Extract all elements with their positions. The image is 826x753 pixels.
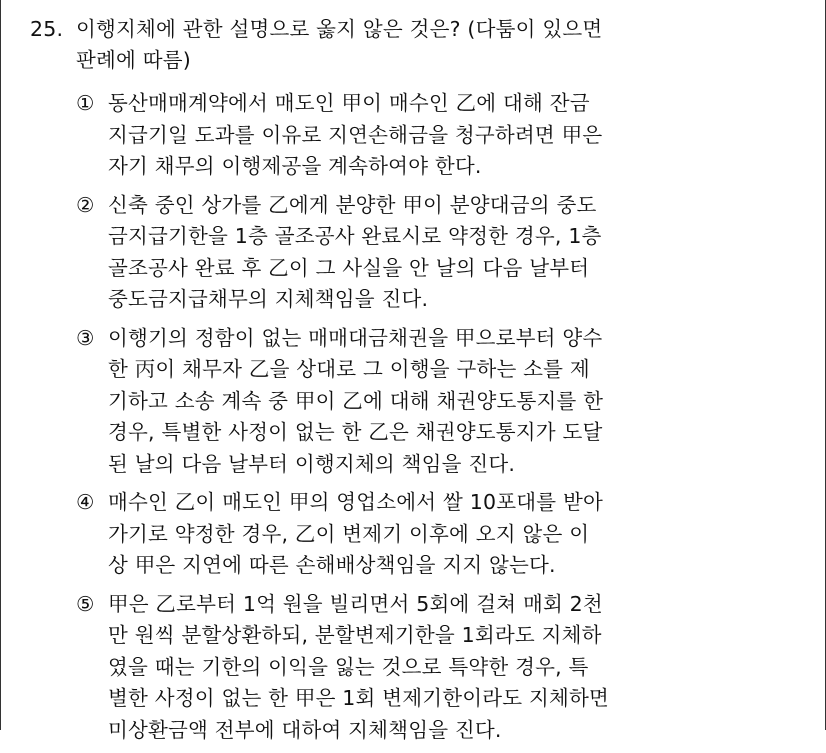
option-line: 甲은 乙로부터 1억 원을 빌리면서 5회에 걸쳐 매회 2천 xyxy=(108,591,603,616)
question-stem-line: 판례에 따름) xyxy=(76,48,191,72)
option-line: 지급기일 도과를 이유로 지연손해금을 청구하려면 甲은 xyxy=(108,122,603,147)
option-line: 경우, 특별한 사정이 없는 한 乙은 채권양도통지가 도달 xyxy=(108,420,603,444)
option-line: 매수인 乙이 매도인 甲의 영업소에서 쌀 10포대를 받아 xyxy=(108,490,603,514)
option-marker: ④ xyxy=(76,490,95,514)
option-marker: ② xyxy=(76,192,95,217)
option-line: 동산매매계약에서 매도인 甲이 매수인 乙에 대해 잔금 xyxy=(108,91,590,115)
answer-option-1[interactable] xyxy=(76,88,800,183)
option-line: 상 甲은 지연에 따른 손해배상책임을 지지 않는다. xyxy=(108,553,556,577)
option-text xyxy=(108,88,800,183)
option-line: 신축 중인 상가를 乙에게 분양한 甲이 분양대금의 중도 xyxy=(108,192,597,217)
answer-options xyxy=(30,88,800,746)
question-stem xyxy=(76,14,800,76)
option-line: 골조공사 완료 후 乙이 그 사실을 안 날의 다음 날부터 xyxy=(108,255,590,280)
option-line: 이행기의 정함이 없는 매매대금채권을 甲으로부터 양수 xyxy=(108,325,603,350)
option-line: 미상환금액 전부에 대하여 지체책임을 진다. xyxy=(108,717,502,742)
question-stem-line: 이행지체에 관한 설명으로 옳지 않은 것은? (다툼이 있으면 xyxy=(76,17,603,41)
option-text xyxy=(108,190,800,316)
question-block xyxy=(30,14,800,753)
option-line: 만 원씩 분할상환하되, 분할변제기한을 1회라도 지체하 xyxy=(108,623,602,647)
option-text xyxy=(108,487,800,582)
answer-option-5[interactable] xyxy=(76,589,800,747)
option-text xyxy=(108,323,800,481)
option-line: 자기 채무의 이행제공을 계속하여야 한다. xyxy=(108,154,482,178)
answer-option-2[interactable] xyxy=(76,190,800,316)
option-line: 한 丙이 채무자 乙을 상대로 그 이행을 구하는 소를 제 xyxy=(108,357,590,381)
option-line: 기하고 소송 계속 중 甲이 乙에 대해 채권양도통지를 한 xyxy=(108,388,604,413)
option-line: 였을 때는 기한의 이익을 잃는 것으로 특약한 경우, 특 xyxy=(108,654,589,679)
option-line: 된 날의 다음 날부터 이행지체의 책임을 진다. xyxy=(108,451,516,476)
question-number: 25. xyxy=(30,17,64,41)
option-line: 금지급기한을 1층 골조공사 완료시로 약정한 경우, 1층 xyxy=(108,224,602,248)
question-header xyxy=(30,14,800,76)
option-text xyxy=(108,589,800,747)
option-line: 별한 사정이 없는 한 甲은 1회 변제기한이라도 지체하면 xyxy=(108,686,610,710)
option-marker: ⑤ xyxy=(76,591,95,616)
option-marker: ① xyxy=(76,91,95,115)
answer-option-3[interactable] xyxy=(76,323,800,481)
option-line: 가기로 약정한 경우, 乙이 변제기 이후에 오지 않은 이 xyxy=(108,521,590,546)
answer-option-4[interactable] xyxy=(76,487,800,582)
option-marker: ③ xyxy=(76,325,95,350)
option-line: 중도금지급채무의 지체책임을 진다. xyxy=(108,287,429,311)
